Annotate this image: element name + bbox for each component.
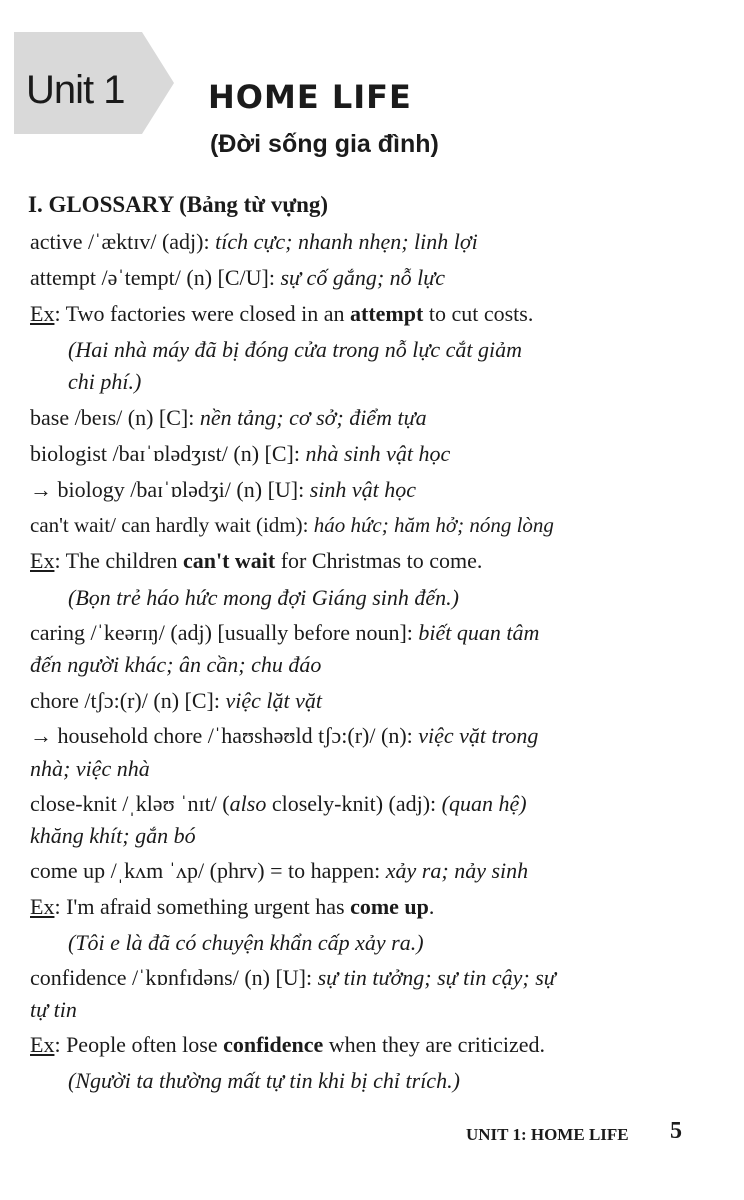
example-text: when they are criticized.: [323, 1032, 546, 1057]
unit-title: HOME LIFE: [208, 78, 412, 116]
page-number: 5: [670, 1118, 682, 1144]
glossary-entry-biologist: [30, 441, 450, 467]
glossary-entry-attempt: [30, 265, 445, 291]
glossary-entry-confidence: [30, 965, 556, 991]
example-keyword: can't wait: [182, 548, 276, 573]
example-translation: (Hai nhà máy đã bị đóng cửa trong nỗ lực cắt giảm: [68, 337, 522, 362]
glossary-entry-come-up: [30, 858, 528, 884]
example-text: : The children: [54, 548, 183, 573]
glossary-entry-active: [30, 229, 478, 255]
example-translation: (Tôi e là đã có chuyện khẩn cấp xảy ra.): [68, 930, 424, 955]
example-text: : People often lose: [54, 1032, 224, 1057]
entry-term: can't wait/ can hardly wait (idm):: [30, 513, 314, 537]
example-keyword: attempt: [350, 301, 424, 326]
entry-term: come up /ˌkʌm ˈʌp/ (phrv) = to happen:: [30, 858, 386, 883]
example-text: for Christmas to come.: [275, 548, 483, 573]
example-text: : Two factories were closed in an: [54, 301, 351, 326]
glossary-entry-chore: [30, 688, 322, 714]
example-translation: (Bọn trẻ háo hức mong đợi Giáng sinh đến.): [68, 585, 459, 610]
example-prefix: Ex: [30, 894, 55, 919]
glossary-entry-caring: [30, 620, 539, 646]
example-prefix: Ex: [30, 1032, 55, 1057]
entry-meaning: (quan hệ): [441, 791, 527, 816]
example-text: to cut costs.: [423, 301, 534, 326]
example-text: : I'm afraid something urgent has: [54, 894, 351, 919]
example-prefix: Ex: [30, 301, 55, 326]
example-text: .: [428, 894, 435, 919]
entry-term: base /beɪs/ (n) [C]:: [30, 405, 200, 430]
glossary-entry-base: [30, 405, 427, 431]
entry-also: also: [229, 791, 267, 816]
entry-term: biologist /baɪˈɒlədʒɪst/ (n) [C]:: [30, 441, 306, 466]
entry-meaning: nền tảng; cơ sở; điểm tựa: [199, 405, 427, 430]
entry-meaning: việc lặt vặt: [225, 688, 322, 713]
glossary-heading: I. GLOSSARY (Bảng từ vựng): [28, 192, 329, 217]
entry-meaning: việc vặt trong: [418, 723, 539, 748]
unit-subtitle: (Đời sống gia đình): [210, 130, 439, 158]
glossary-entry-cant-wait: [30, 512, 554, 538]
example-confidence: [30, 1032, 545, 1058]
entry-meaning: sự cố gắng; nỗ lực: [280, 265, 446, 290]
example-attempt: [30, 301, 533, 327]
glossary-entry-biology: [30, 477, 416, 503]
example-keyword: come up: [350, 894, 429, 919]
glossary-entry-household-chore: [30, 723, 538, 749]
entry-meaning: sinh vật học: [309, 477, 417, 502]
example-translation: (Người ta thường mất tự tin khi bị chỉ trích.): [68, 1068, 460, 1093]
entry-term: chore /tʃɔ:(r)/ (n) [C]:: [30, 688, 226, 713]
glossary-entry-close-knit: [30, 791, 527, 817]
entry-meaning: xảy ra; nảy sinh: [385, 858, 529, 883]
entry-meaning: háo hức; hăm hở; nóng lòng: [313, 513, 554, 537]
example-keyword: confidence: [223, 1032, 324, 1057]
entry-meaning-continued: khăng khít; gắn bó: [30, 823, 196, 848]
entry-term: active /ˈæktɪv/ (adj):: [30, 229, 216, 254]
entry-term: → biology /baɪˈɒlədʒi/ (n) [U]:: [30, 477, 310, 502]
entry-meaning: tích cực; nhanh nhẹn; linh lợi: [215, 229, 478, 254]
entry-meaning: biết quan tâm: [418, 620, 540, 645]
example-translation: chi phí.): [68, 369, 142, 394]
example-come-up: [30, 894, 434, 920]
entry-term: confidence /ˈkɒnfɪdəns/ (n) [U]:: [30, 965, 318, 990]
entry-term: close-knit /ˌkləʊ ˈnɪt/ (: [30, 791, 230, 816]
entry-meaning-continued: tự tin: [30, 997, 77, 1022]
entry-meaning-continued: đến người khác; ân cần; chu đáo: [30, 652, 322, 677]
entry-meaning: sự tin tưởng; sự tin cậy; sự: [317, 965, 556, 990]
entry-meaning: nhà sinh vật học: [305, 441, 451, 466]
entry-term: closely-knit) (adj):: [266, 791, 442, 816]
entry-term: → household chore /ˈhaʊshəʊld tʃɔ:(r)/ (n):: [30, 723, 419, 748]
entry-meaning-continued: nhà; việc nhà: [30, 756, 150, 781]
entry-term: attempt /əˈtempt/ (n) [C/U]:: [30, 265, 281, 290]
running-footer: UNIT 1: HOME LIFE: [466, 1125, 629, 1144]
example-prefix: Ex: [30, 548, 55, 573]
entry-term: caring /ˈkeərɪŋ/ (adj) [usually before noun]:: [30, 620, 419, 645]
example-cant-wait: [30, 548, 482, 574]
unit-label: Unit 1: [26, 68, 125, 112]
